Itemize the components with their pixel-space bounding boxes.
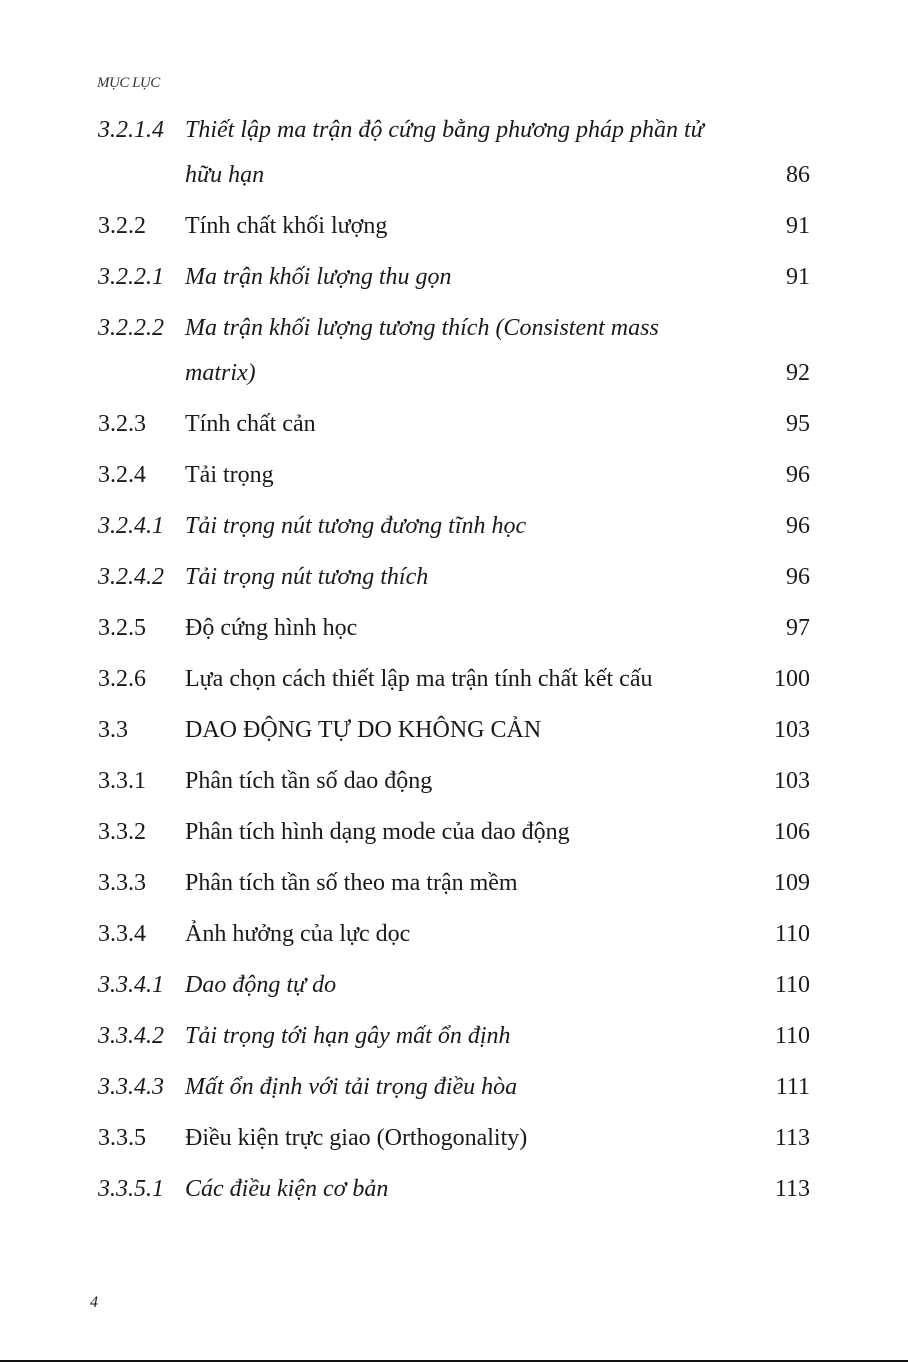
section-number: 3.2.6 [98, 666, 146, 692]
running-header: MỤC LỤC [97, 75, 160, 91]
toc-entry[interactable] [98, 708, 810, 753]
page-ref: 91 [786, 213, 810, 239]
toc-entry[interactable] [98, 912, 810, 957]
page-ref: 110 [774, 972, 810, 998]
toc-entry[interactable] [98, 1014, 810, 1059]
section-title: Tải trọng [185, 462, 274, 488]
page-ref: 97 [786, 615, 810, 641]
toc-entry[interactable] [98, 861, 810, 906]
page-ref: 86 [786, 162, 810, 188]
toc-entry[interactable] [98, 1167, 810, 1212]
page-ref: 96 [786, 462, 810, 488]
toc-entry[interactable] [98, 108, 810, 198]
section-title: Phân tích tần số theo ma trận mềm [185, 870, 518, 896]
section-title: Tải trọng tới hạn gây mất ổn định [185, 1023, 511, 1049]
section-number: 3.2.1.4 [98, 117, 164, 143]
table-of-contents [98, 108, 810, 1218]
toc-entry[interactable] [98, 255, 810, 300]
section-title: Tải trọng nút tương thích [185, 564, 429, 590]
toc-entry[interactable] [98, 402, 810, 447]
section-number: 3.3.4.3 [98, 1074, 164, 1100]
page-ref: 100 [774, 666, 810, 692]
section-number: 3.3.4 [98, 921, 146, 947]
page-ref: 113 [774, 1176, 810, 1202]
section-title: Phân tích tần số dao động [185, 768, 433, 794]
page-ref: 103 [774, 717, 810, 743]
section-number: 3.3.3 [98, 870, 146, 896]
toc-entry[interactable] [98, 1116, 810, 1161]
toc-entry[interactable] [98, 504, 810, 549]
page-ref: 113 [774, 1125, 810, 1151]
page-number: 4 [90, 1294, 98, 1311]
toc-entry[interactable] [98, 606, 810, 651]
section-title: Mất ổn định với tải trọng điều hòa [185, 1074, 518, 1100]
section-number: 3.3.4.2 [98, 1023, 164, 1049]
page-ref: 111 [775, 1074, 810, 1100]
section-number: 3.3.5 [98, 1125, 146, 1151]
toc-entry[interactable] [98, 555, 810, 600]
toc-entry[interactable] [98, 204, 810, 249]
section-title: DAO ĐỘNG TỰ DO KHÔNG CẢN [185, 717, 542, 743]
toc-entry[interactable] [98, 963, 810, 1008]
section-number: 3.2.4 [98, 462, 146, 488]
section-number: 3.3.2 [98, 819, 146, 845]
page-ref: 96 [786, 513, 810, 539]
toc-entry[interactable] [98, 306, 810, 396]
section-title: Dao động tự do [185, 972, 337, 998]
section-title: Tải trọng nút tương đương tĩnh học [185, 513, 527, 539]
toc-entry[interactable] [98, 657, 810, 702]
page-ref: 95 [786, 411, 810, 437]
section-number: 3.2.2.2 [98, 315, 164, 341]
section-number: 3.2.2.1 [98, 264, 164, 290]
section-title: Lựa chọn cách thiết lập ma trận tính chất kết cấu [185, 666, 653, 692]
section-title: Độ cứng hình học [185, 615, 358, 641]
page-ref: 110 [774, 1023, 810, 1049]
section-number: 3.2.2 [98, 213, 146, 239]
section-number: 3.2.3 [98, 411, 146, 437]
section-number: 3.2.5 [98, 615, 146, 641]
page-ref: 103 [774, 768, 810, 794]
page-ref: 110 [774, 921, 810, 947]
toc-entry[interactable] [98, 759, 810, 804]
section-number: 3.3 [98, 717, 128, 743]
section-number: 3.3.5.1 [98, 1176, 164, 1202]
section-title: Phân tích hình dạng mode của dao động [185, 819, 570, 845]
section-title: Thiết lập ma trận độ cứng bằng phương pháp phần tử hữu hạn [185, 117, 704, 188]
page-ref: 106 [774, 819, 810, 845]
page-ref: 91 [786, 264, 810, 290]
section-title: Tính chất cản [185, 411, 316, 437]
toc-entry[interactable] [98, 1065, 810, 1110]
section-title: Điều kiện trực giao (Orthogonality) [185, 1125, 528, 1151]
section-number: 3.2.4.2 [98, 564, 164, 590]
page-ref: 92 [786, 360, 810, 386]
section-title: Ma trận khối lượng tương thích (Consistent mass matrix) [185, 315, 659, 386]
section-number: 3.3.1 [98, 768, 146, 794]
section-number: 3.2.4.1 [98, 513, 164, 539]
section-title: Tính chất khối lượng [185, 213, 388, 239]
page-ref: 96 [786, 564, 810, 590]
section-number: 3.3.4.1 [98, 972, 164, 998]
toc-entry[interactable] [98, 453, 810, 498]
page-ref: 109 [774, 870, 810, 896]
toc-entry[interactable] [98, 810, 810, 855]
section-title: Ảnh hưởng của lực dọc [185, 921, 411, 947]
section-title: Các điều kiện cơ bản [185, 1176, 389, 1202]
section-title: Ma trận khối lượng thu gọn [185, 264, 452, 290]
